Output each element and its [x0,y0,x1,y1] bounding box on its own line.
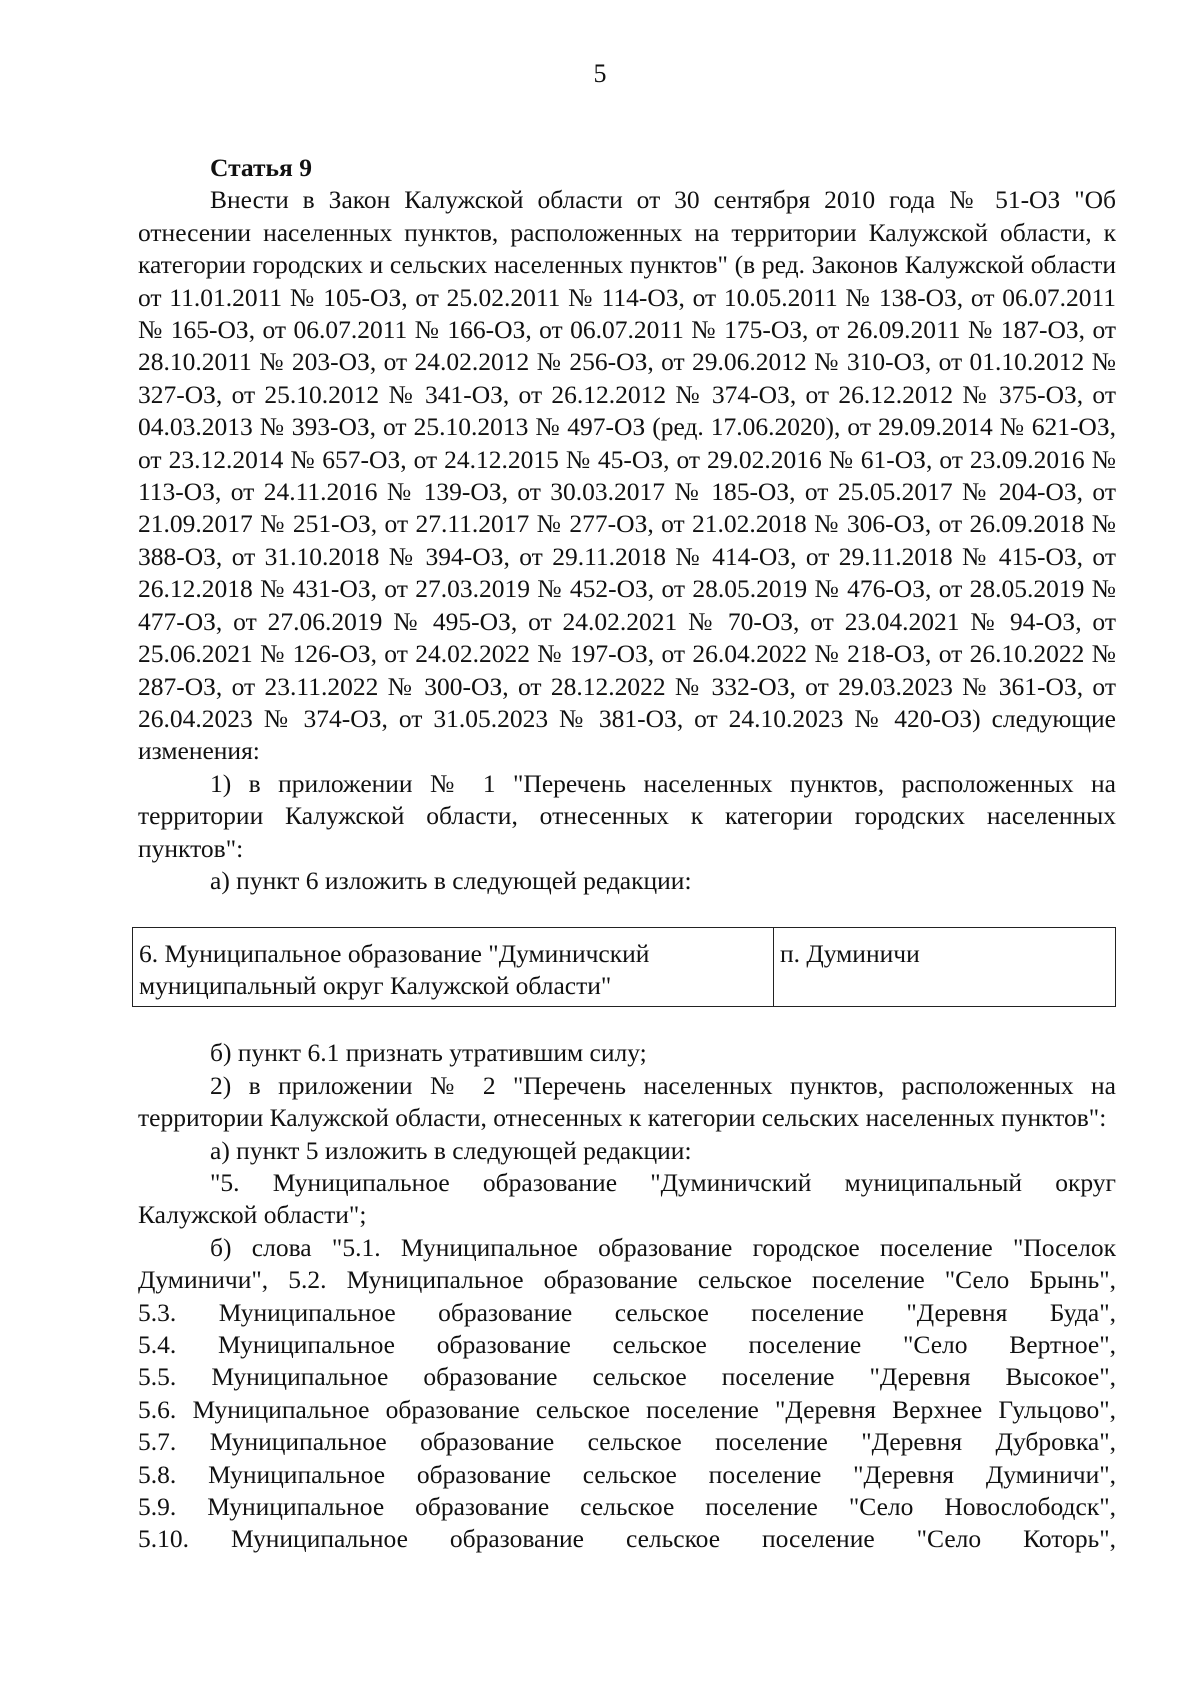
item-2b-line: б) слова "5.1. Муниципальное образование городское поселение "Поселок [210,1232,1116,1262]
item-2b-line: 5.5. Муниципальное образование сельское поселение "Деревня Высокое", [138,1362,1116,1392]
item-1a-paragraph: а) пункт 6 изложить в следующей редакции: [210,865,692,895]
item-2b-line: 5.8. Муниципальное образование сельское поселение "Деревня Думиничи", [138,1459,1116,1489]
item-2b-line: 5.4. Муниципальное образование сельское поселение "Село Вертное", [138,1330,1116,1359]
article-heading: Статья 9 [210,153,312,182]
item-2b-line: 5.10. Муниципальное образование сельское поселение "Село Которь", [138,1524,1116,1554]
item-1-paragraph: 1) в приложении № 1 "Перечень населенных пунктов, расположенных на территории Калужской области, отнесенных к категории городских населенных пунктов": [138,768,1116,863]
item-2b-line: 5.7. Муниципальное образование сельское поселение "Деревня Дубровка", [138,1427,1116,1457]
table-cell-settlement: п. Думиничи [773,928,1115,1007]
table-cell-municipality: 6. Муниципальное образование "Думиничский муниципальный округ Калужской области" [133,928,774,1007]
settlement-table [132,927,1116,1007]
item-2b-line: 5.3. Муниципальное образование сельское поселение "Деревня Буда", [138,1297,1116,1327]
item-2b-line: Думиничи", 5.2. Муниципальное образование сельское поселение "Село Брынь", [138,1265,1116,1295]
item-2a-text-line: Калужской области"; [138,1200,367,1230]
article-body [138,152,1116,1556]
page-number: 5 [593,59,607,88]
article-intro-paragraph: Внести в Закон Калужской области от 30 сентября 2010 года № 51-ОЗ "Об отнесении населенных пунктов, расположенных на территории Калужской области, к категории городских и сельских населенных пунктов" (в ред. Законов Калужской области от 11.01.2011 № 105-ОЗ, от 25.02.2011 № 114-ОЗ, от 10.05.2011 № 138-ОЗ, от 06.07.2011 № 165-ОЗ, от 06.07.2011 № 166-ОЗ, от 06.07.2011 № 175-ОЗ, от 26.09.2011 № 187-ОЗ, от 28.10.2011 № 203-ОЗ, от 24.02.2012 № 256-ОЗ, от 29.06.2012 № 310-ОЗ, от 01.10.2012 № 327-ОЗ, от 25.10.2012 № 341-ОЗ, от 26.12.2012 № 374-ОЗ, от 26.12.2012 № 375-ОЗ, от 04.03.2013 № 393-ОЗ, от 25.10.2013 № 497-ОЗ (ред. 17.06.2020), от 29.09.2014 № 621-ОЗ, от 23.12.2014 № 657-ОЗ, от 24.12.2015 № 45-ОЗ, от 29.02.2016 № 61-ОЗ, от 23.09.2016 № 113-ОЗ, от 24.11.2016 № 139-ОЗ, от 30.03.2017 № 185-ОЗ, от 25.05.2017 № 204-ОЗ, от 21.09.2017 № 251-ОЗ, от 27.11.2017 № 277-ОЗ, от 21.02.2018 № 306-ОЗ, от 26.09.2018 № 388-ОЗ, от 31.10.2018 № 394-ОЗ, от 29.11.2018 № 414-ОЗ, от 29.11.2018 № 415-ОЗ, от 26.12.2018 № 431-ОЗ, от 27.03.2019 № 452-ОЗ, от 28.05.2019 № 476-ОЗ, от 28.05.2019 № 477-ОЗ, от 27.06.2019 № 495-ОЗ, от 24.02.2021 № 70-ОЗ, от 23.04.2021 № 94-ОЗ, от 25.06.2021 № 126-ОЗ, от 24.02.2022 № 197-ОЗ, от 26.04.2022 № 218-ОЗ, от 26.10.2022 № 287-ОЗ, от 23.11.2022 № 300-ОЗ, от 28.12.2022 № 332-ОЗ, от 29.03.2023 № 361-ОЗ, от 26.04.2023 № 374-ОЗ, от 31.05.2023 № 381-ОЗ, от 24.10.2023 № 420-ОЗ) следующие изменения: [138,185,1116,766]
item-1b-paragraph: б) пункт 6.1 признать утратившим силу; [210,1038,647,1068]
settlement-table-wrapper [132,927,1116,1007]
item-2a-paragraph: а) пункт 5 изложить в следующей редакции: [210,1135,692,1165]
item-2b-line: 5.9. Муниципальное образование сельское поселение "Село Новослободск", [138,1492,1116,1522]
item-2a-text-line: "5. Муниципальное образование "Думиничский муниципальный округ [210,1167,1116,1197]
item-2-paragraph: 2) в приложении № 2 "Перечень населенных пунктов, расположенных на территории Калужской области, отнесенных к категории сельских населенных пунктов": [138,1070,1116,1133]
item-2b-line: 5.6. Муниципальное образование сельское поселение "Деревня Верхнее Гульцово", [138,1394,1116,1424]
table-row [133,928,1116,1007]
